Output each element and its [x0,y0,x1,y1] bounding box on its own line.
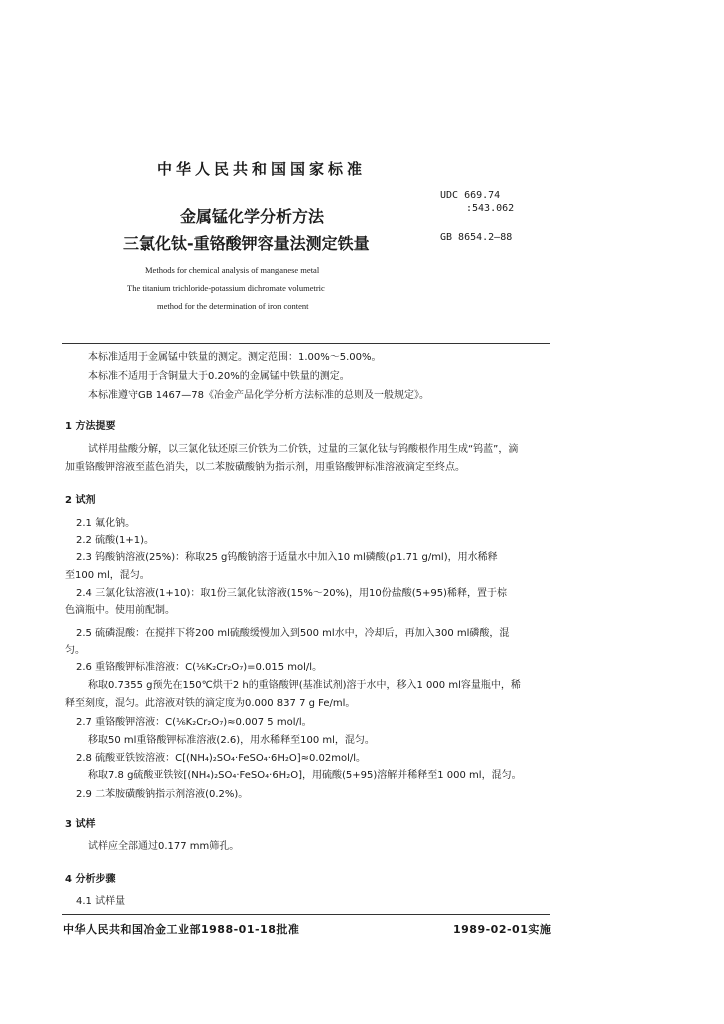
section-heading: 2 试剂 [65,495,96,506]
reagent-item: 称取0.7355 g预先在150℃烘干2 h的重铬酸钾(基准试剂)溶于水中，移入1 000 ml容量瓶中，稀 [88,680,521,691]
document-title-line1: 金属锰化学分析方法 [180,207,325,226]
reagent-item: 色滴瓶中。使用前配制。 [65,605,175,616]
english-title-line3: method for the determination of iron content [157,301,309,311]
header-divider [62,343,550,344]
subsection-heading: 4.1 试样量 [76,896,126,907]
udc-code-suffix: :543.062 [466,203,515,214]
effective-date: 1989-02-01实施 [453,923,552,936]
reagent-item: 2.9 二苯胺磺酸钠指示剂溶液(0.2%)。 [76,789,249,800]
gb-standard-number: GB 8654.2—88 [440,232,513,243]
reagent-item: 2.4 三氯化钛溶液(1+10)：取1份三氯化钛溶液(15%～20%)，用10份盐酸(5+95)稀释，置于棕 [76,588,507,599]
document-title-line2: 三氯化钛-重铬酸钾容量法测定铁量 [123,234,370,253]
reagent-item: 2.1 氟化钠。 [76,518,136,529]
approval-date: 中华人民共和国冶金工业部1988-01-18批准 [63,923,300,936]
reagent-item: 释至刻度，混匀。此溶液对铁的滴定度为0.000 837 7 g Fe/ml。 [65,698,356,709]
reagent-item: 2.6 重铬酸钾标准溶液：C(⅙K₂Cr₂O₇)=0.015 mol/l。 [76,662,323,673]
reagent-item: 称取7.8 g硫酸亚铁铵[(NH₄)₂SO₄·FeSO₄·6H₂O]，用硫酸(5+95)溶解并稀释至1 000 ml，混匀。 [88,770,522,781]
intro-line: 本标准不适用于含铜量大于0.20%的金属锰中铁量的测定。 [88,371,350,382]
english-title-line2: The titanium trichloride-potassium dichromate volumetric [127,283,325,293]
paragraph-line: 加重铬酸钾溶液至蓝色消失，以二苯胺磺酸钠为指示剂，用重铬酸钾标准溶液滴定至终点。 [65,462,465,473]
udc-code: UDC 669.74 [440,190,501,201]
reagent-item: 2.8 硫酸亚铁铵溶液：C[(NH₄)₂SO₄·FeSO₄·6H₂O]≈0.02mol/l。 [76,753,367,764]
paragraph-line: 试样用盐酸分解，以三氯化钛还原三价铁为二价铁，过量的三氯化钛与钨酸根作用生成“钨蓝”，滴 [88,444,519,455]
reagent-item: 移取50 ml重铬酸钾标准溶液(2.6)，用水稀释至100 ml，混匀。 [88,735,375,746]
reagent-item: 2.7 重铬酸钾溶液：C(⅙K₂Cr₂O₇)≈0.007 5 mol/l。 [76,717,312,728]
standard-header: 中华人民共和国国家标准 [157,160,367,178]
reagent-item: 2.3 钨酸钠溶液(25%)：称取25 g钨酸钠溶于适量水中加入10 ml磷酸(ρ1.71 g/ml)，用水稀释 [76,552,498,563]
reagent-item: 至100 ml，混匀。 [65,570,150,581]
section-heading: 4 分析步骤 [65,874,116,885]
english-title-line1: Methods for chemical analysis of manganese metal [145,265,320,275]
intro-line: 本标准遵守GB 1467—78《冶金产品化学分析方法标准的总则及一般规定》。 [88,390,429,401]
reagent-item: 2.2 硫酸(1+1)。 [76,535,154,546]
reagent-item: 2.5 硫磷混酸：在搅拌下将200 ml硫酸缓慢加入到500 ml水中，冷却后，再加入300 ml磷酸，混 [76,628,510,639]
footer-divider [62,914,550,915]
paragraph-line: 试样应全部通过0.177 mm筛孔。 [88,841,240,852]
section-heading: 3 试样 [65,819,96,830]
intro-line: 本标准适用于金属锰中铁量的测定。测定范围：1.00%～5.00%。 [88,352,382,363]
section-heading: 1 方法提要 [65,421,116,432]
reagent-item: 匀。 [65,645,85,656]
